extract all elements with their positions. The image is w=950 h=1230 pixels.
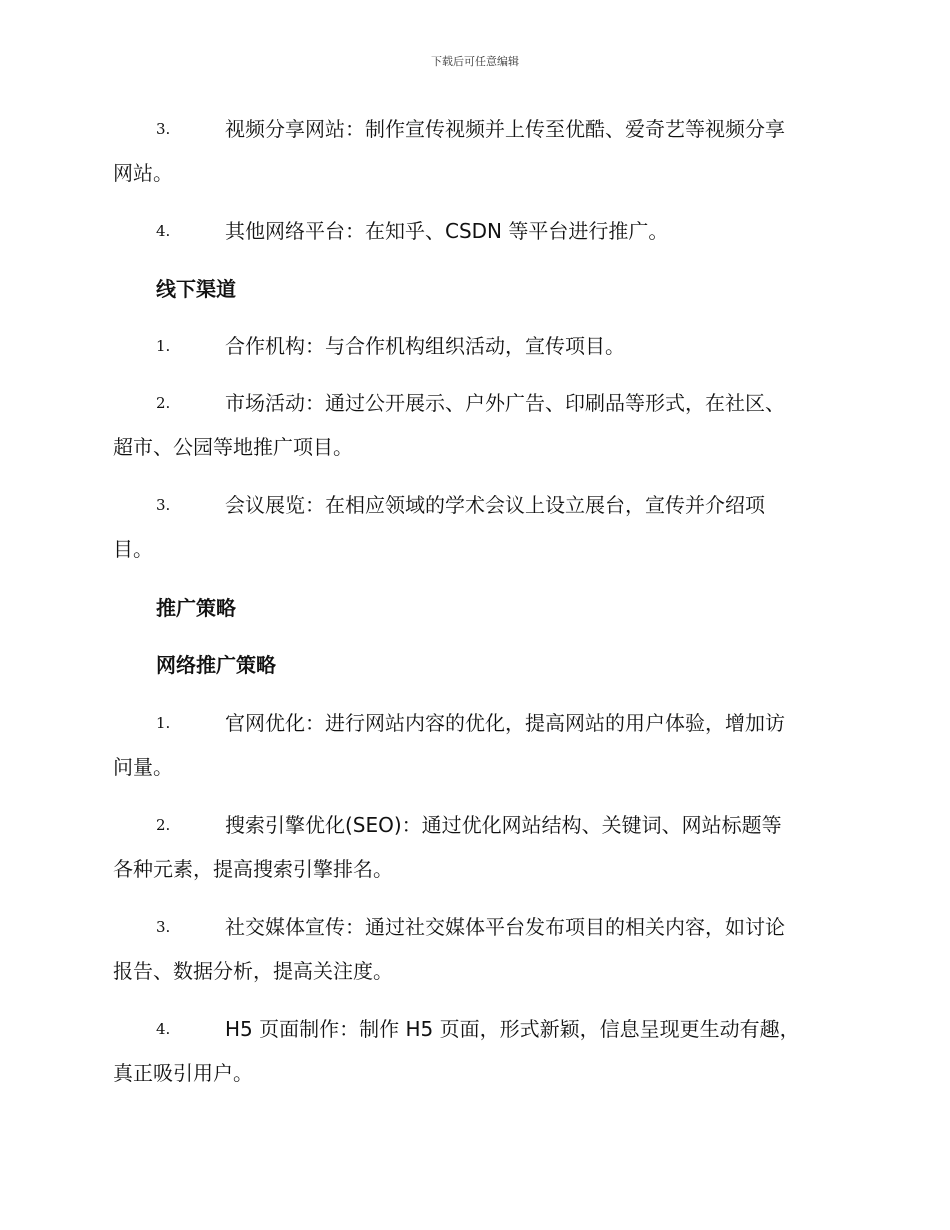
list-item — [113, 1007, 835, 1095]
item-number: 2. — [156, 816, 171, 834]
item-text-continued: 超市、公园等地推广项目。 — [113, 435, 353, 459]
item-number: 4. — [156, 1020, 171, 1038]
list-item — [113, 324, 835, 368]
section-heading: 线下渠道 — [156, 277, 236, 301]
item-number: 2. — [156, 394, 171, 412]
subsection-heading: 网络推广策略 — [156, 653, 276, 677]
item-text-continued: 目。 — [113, 537, 153, 561]
item-text-continued: 问量。 — [113, 755, 173, 779]
item-number: 3. — [156, 918, 171, 936]
item-number: 3. — [156, 496, 171, 514]
item-text: 合作机构：与合作机构组织活动，宣传项目。 — [225, 334, 625, 358]
item-text: 会议展览：在相应领域的学术会议上设立展台，宣传并介绍项 — [225, 493, 765, 517]
item-number: 1. — [156, 337, 171, 355]
list-item — [113, 701, 835, 789]
item-text: 官网优化：进行网站内容的优化，提高网站的用户体验，增加访 — [225, 711, 785, 735]
list-item — [113, 107, 835, 195]
list-item — [113, 381, 835, 469]
item-text: 视频分享网站：制作宣传视频并上传至优酷、爱奇艺等视频分享 — [225, 117, 785, 141]
section-heading: 推广策略 — [156, 596, 236, 620]
item-text: H5 页面制作：制作 H5 页面，形式新颖，信息呈现更生动有趣， — [225, 1017, 800, 1041]
item-text: 其他网络平台：在知乎、CSDN 等平台进行推广。 — [225, 219, 669, 243]
list-item — [113, 905, 835, 993]
item-text: 社交媒体宣传：通过社交媒体平台发布项目的相关内容，如讨论 — [225, 915, 785, 939]
list-item — [113, 209, 835, 253]
item-text-continued: 真正吸引用户。 — [113, 1061, 253, 1085]
list-item — [113, 803, 835, 891]
item-text: 搜索引擎优化(SEO)：通过优化网站结构、关键词、网站标题等 — [225, 813, 782, 837]
item-text-continued: 网站。 — [113, 161, 173, 185]
item-text-continued: 各种元素，提高搜索引擎排名。 — [113, 857, 393, 881]
list-item — [113, 483, 835, 571]
item-number: 4. — [156, 222, 171, 240]
item-number: 3. — [156, 120, 171, 138]
item-text-continued: 报告、数据分析，提高关注度。 — [113, 959, 393, 983]
item-text: 市场活动：通过公开展示、户外广告、印刷品等形式，在社区、 — [225, 391, 785, 415]
item-number: 1. — [156, 714, 171, 732]
page-header: 下载后可任意编辑 — [431, 55, 519, 68]
